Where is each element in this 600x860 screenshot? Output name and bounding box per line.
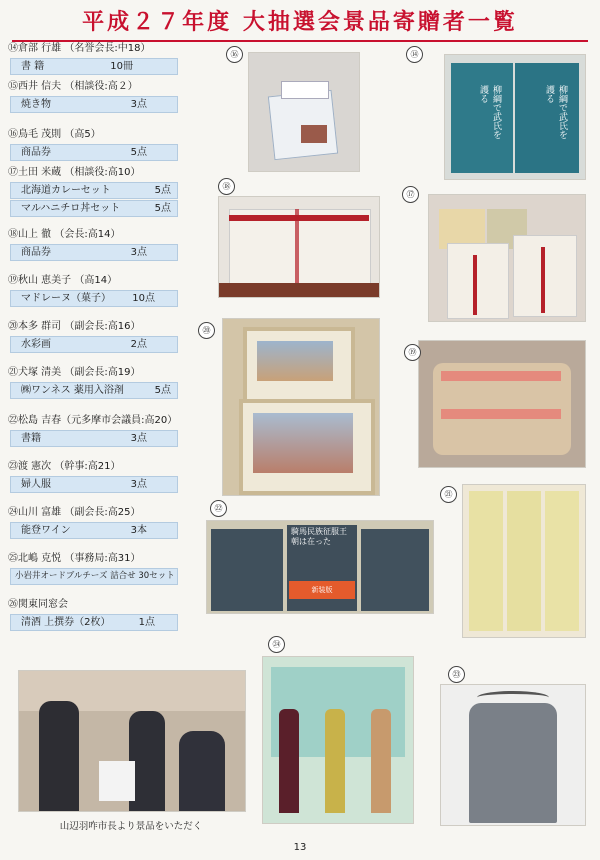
book-title: 柳綱で武氏を護る <box>478 85 501 139</box>
prize-item: マルハニチロ丼セット <box>21 203 121 214</box>
paper-bag <box>99 761 135 801</box>
book-cover <box>211 529 283 611</box>
person <box>179 731 225 811</box>
prize-box <box>10 568 178 585</box>
prize-qty: 1点 <box>138 617 155 628</box>
prize-qty: 2点 <box>130 339 147 350</box>
photo-16-gift-vouchers <box>248 52 360 172</box>
prize-box <box>10 614 178 631</box>
gift-ribbon <box>473 255 477 315</box>
gift-wrapped <box>447 243 509 319</box>
book-title: 騎馬民族征服王朝は在った <box>291 527 347 546</box>
photo-number: ⑳ <box>198 322 215 339</box>
photo-award-ceremony <box>18 670 246 812</box>
donor-name: ㉒松島 吉春（元多摩市会議員:高20） <box>8 415 178 426</box>
donor-name: ⑱山上 徹 （会長:高14） <box>8 229 121 240</box>
person <box>39 701 79 811</box>
wine-bottle <box>325 709 345 813</box>
prize-qty: 3本 <box>130 525 147 536</box>
prize-box <box>10 144 178 161</box>
prize-item: 水彩画 <box>21 339 51 350</box>
prize-qty: 10冊 <box>110 61 133 72</box>
book-title: 柳綱で武氏を護る <box>544 85 567 139</box>
photo-caption: 山辺羽咋市長より景品をいただく <box>59 821 203 832</box>
prize-box <box>10 476 178 493</box>
donor-name: ⑯鳥毛 茂則 （高5） <box>8 129 101 140</box>
header <box>12 6 588 42</box>
prize-item: ㈱ワンネス 薬用入浴剤 <box>21 385 124 396</box>
donor-name: ㉓渡 憲次 （幹事:高21） <box>8 461 121 472</box>
prize-qty: 5点 <box>154 185 171 196</box>
photo-22-books <box>206 520 434 614</box>
book-cover <box>361 529 429 611</box>
prize-box <box>10 200 178 217</box>
photo-number: ㉑ <box>440 486 457 503</box>
gift-ribbon <box>295 209 299 289</box>
coat <box>469 703 557 823</box>
photo-17-food-sets <box>428 194 586 322</box>
wine-bottle <box>371 709 391 813</box>
prize-item: 書籍 <box>21 433 41 444</box>
photo-20-watercolors <box>222 318 380 496</box>
prize-box <box>10 96 178 113</box>
voucher-card <box>281 81 329 99</box>
prize-box <box>10 430 178 447</box>
prize-qty: 10点 <box>132 293 155 304</box>
prize-box <box>10 290 178 307</box>
page-title: 平成２７年度 大抽選会景品寄贈者一覧 <box>82 9 518 35</box>
photo-number: ㉔ <box>268 636 285 653</box>
donor-name: ㉕北嶋 克悦 （事務局:高31） <box>8 553 141 564</box>
photo-18-wrapped-gifts <box>218 196 380 298</box>
gift-box <box>545 491 579 631</box>
table-edge <box>219 283 379 297</box>
prize-box <box>10 522 178 539</box>
prize-item: 商品券 <box>21 247 51 258</box>
donor-name: ⑰土田 米蔵 （相談役:高10） <box>8 167 141 178</box>
photo-number: ⑯ <box>226 46 243 63</box>
prize-qty: 3点 <box>130 99 147 110</box>
gift-box <box>469 491 503 631</box>
gift-ribbon <box>229 215 369 221</box>
prize-item: 書 籍 <box>21 61 45 72</box>
prize-item: 焼き物 <box>21 99 51 110</box>
photo-23-ladies-wear <box>440 684 586 826</box>
gift-box <box>507 491 541 631</box>
prize-box <box>10 382 178 399</box>
prize-item: 能登ワイン <box>21 525 71 536</box>
gift-ribbon <box>541 247 545 313</box>
photo-14-books <box>444 54 586 180</box>
prize-qty: 3点 <box>130 433 147 444</box>
photo-number: ⑱ <box>218 178 235 195</box>
photo-number: ㉒ <box>210 500 227 517</box>
gift-box <box>229 209 371 291</box>
donor-name: ㉔山川 富雄 （副会長:高25） <box>8 507 141 518</box>
photo-24-wines <box>262 656 414 824</box>
prize-item: 北海道カレーセット <box>21 185 111 196</box>
prize-box <box>10 58 178 75</box>
photo-number: ㉓ <box>448 666 465 683</box>
prize-qty: 5点 <box>154 385 171 396</box>
prize-box <box>10 244 178 261</box>
prize-qty: 3点 <box>130 479 147 490</box>
gift-wrapped <box>513 235 577 317</box>
bag-ribbons <box>441 409 561 419</box>
prize-item: 清酒 上撰券（2枚） <box>21 617 111 628</box>
donor-name: ⑲秋山 恵美子 （高14） <box>8 275 118 286</box>
photo-number: ⑲ <box>404 344 421 361</box>
prize-qty: 5点 <box>154 203 171 214</box>
prize-item: マドレーヌ（菓子） <box>21 293 111 304</box>
prize-box <box>10 336 178 353</box>
donor-name: ⑭倉部 行雄 （名誉会長:中18） <box>8 43 151 54</box>
painting-image <box>257 341 333 381</box>
painting-image <box>253 413 353 473</box>
bag-ribbons <box>441 371 561 381</box>
photo-19-madeleines <box>418 340 586 468</box>
prize-item: 婦人服 <box>21 479 51 490</box>
prize-qty: 5点 <box>130 147 147 158</box>
voucher-envelope <box>301 125 327 143</box>
prize-box <box>10 182 178 199</box>
donor-name: ㉖関東同窓会 <box>8 599 68 610</box>
book-band: 新装版 <box>289 581 355 599</box>
wine-bottle <box>279 709 299 813</box>
photo-21-bath-salts <box>462 484 586 638</box>
photo-number: ⑰ <box>402 186 419 203</box>
photo-number: ⑭ <box>406 46 423 63</box>
donor-name: ⑮西井 信夫 （相談役:高２） <box>8 81 138 92</box>
prize-qty: 3点 <box>130 247 147 258</box>
donor-name: ⑳本多 群司 （副会長:高16） <box>8 321 141 332</box>
page-number: 13 <box>293 842 307 853</box>
prize-item: 商品券 <box>21 147 51 158</box>
prize-item: 小岩井オードブルチーズ 詰合せ 30セット <box>15 571 175 581</box>
donor-name: ㉑犬塚 清美 （副会長:高19） <box>8 367 141 378</box>
